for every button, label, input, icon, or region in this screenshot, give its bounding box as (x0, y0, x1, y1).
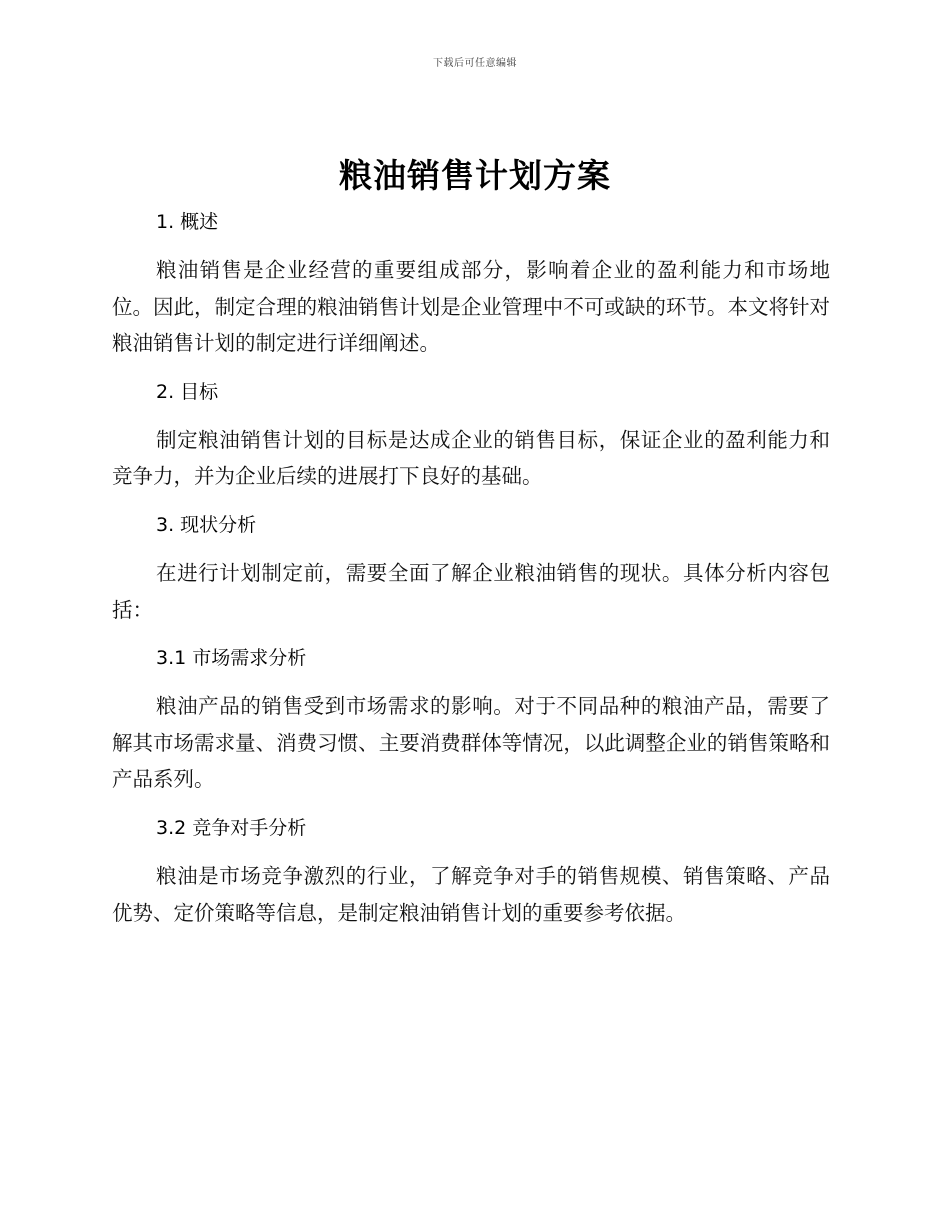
page-header-note: 下载后可任意编辑 (433, 58, 517, 69)
section-market-demand (112, 644, 830, 798)
section-status-analysis (112, 511, 830, 628)
section-paragraph: 粮油产品的销售受到市场需求的影响。对于不同品种的粮油产品，需要了解其市场需求量、消费习惯、主要消费群体等情况，以此调整企业的销售策略和产品系列。 (112, 694, 830, 792)
section-heading: 2. 目标 (156, 380, 219, 403)
section-paragraph: 粮油销售是企业经营的重要组成部分，影响着企业的盈利能力和市场地位。因此，制定合理的粮油销售计划是企业管理中不可或缺的环节。本文将针对粮油销售计划的制定进行详细阐述。 (112, 258, 830, 356)
section-paragraph: 粮油是市场竞争激烈的行业，了解竞争对手的销售规模、销售策略、产品优势、定价策略等信息，是制定粮油销售计划的重要参考依据。 (112, 863, 830, 925)
document-title: 粮油销售计划方案 (339, 156, 611, 195)
section-heading: 3. 现状分析 (156, 513, 257, 536)
section-overview (112, 208, 830, 362)
section-heading: 3.1 市场需求分析 (156, 647, 307, 670)
section-goals (112, 378, 830, 495)
section-heading: 1. 概述 (156, 211, 219, 233)
section-heading: 3.2 竞争对手分析 (156, 816, 307, 839)
document-body (112, 196, 830, 947)
section-paragraph: 在进行计划制定前，需要全面了解企业粮油销售的现状。具体分析内容包括： (112, 560, 830, 622)
section-paragraph: 制定粮油销售计划的目标是达成企业的销售目标，保证企业的盈利能力和竞争力，并为企业后续的进展打下良好的基础。 (112, 427, 830, 489)
section-competitor-analysis (112, 814, 830, 931)
